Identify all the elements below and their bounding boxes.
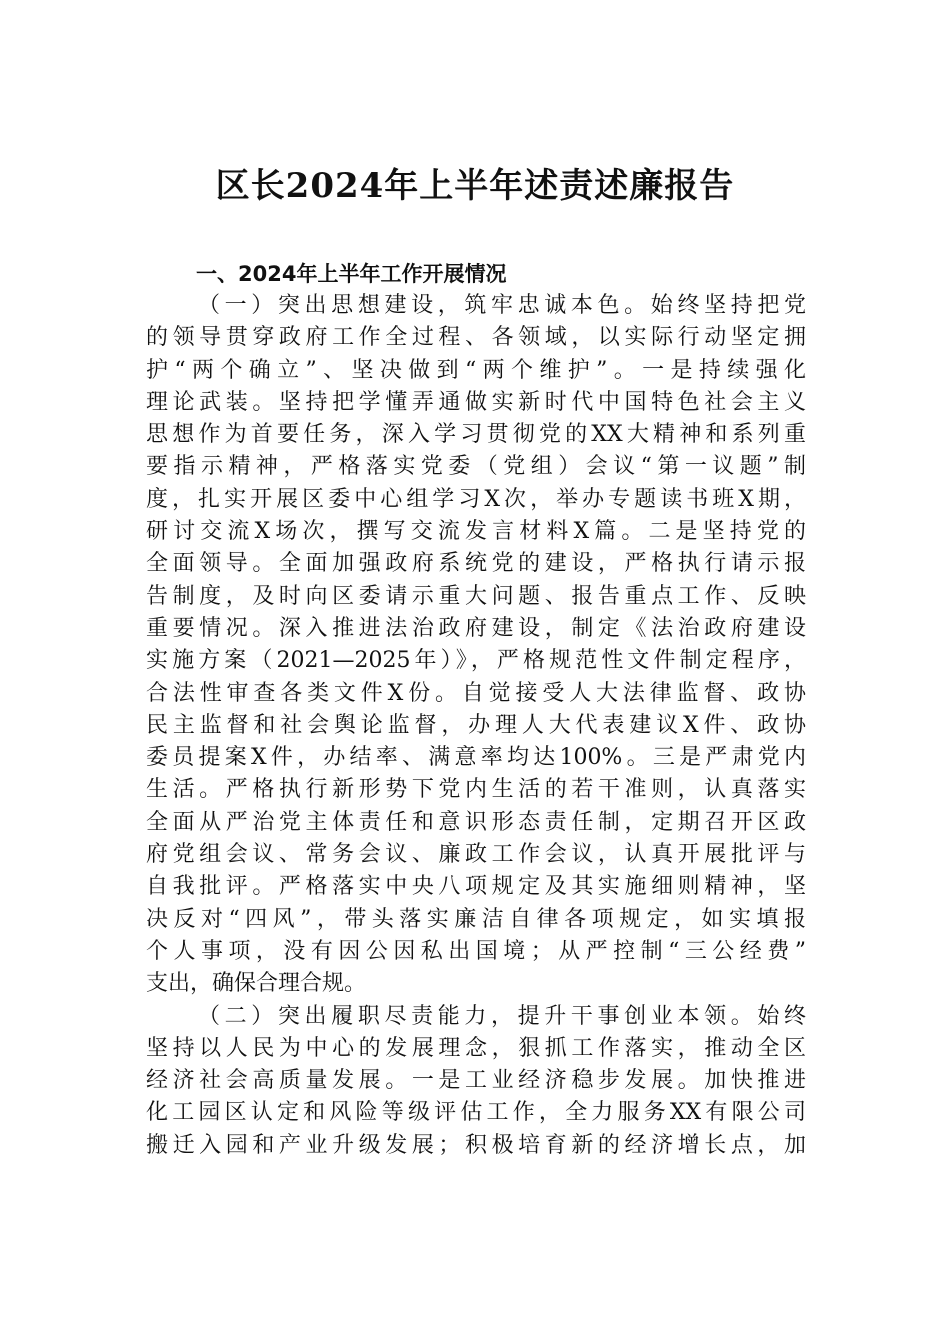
text-line: 护“两个确立”、坚决做到“两个维护”。一是持续强化 [146, 357, 806, 383]
paragraph-2 [146, 1001, 806, 1162]
text-line: 支出，确保合理合规。 [146, 971, 367, 997]
text-line: 重要情况。深入推进法治政府建设，制定《法治政府建设 [146, 615, 806, 641]
text-line: 全面从严治党主体责任和意识形态责任制，定期召开区政 [146, 809, 806, 835]
text-line: 度，扎实开展区委中心组学习X次，举办专题读书班X期， [146, 486, 806, 512]
text-line: 要指示精神，严格落实党委（党组）会议“第一议题”制 [146, 454, 806, 480]
paragraph-1 [146, 290, 806, 1001]
text-line: 合法性审查各类文件X份。自觉接受人大法律监督、政协 [146, 680, 806, 706]
text-line: 告制度，及时向区委请示重大问题、报告重点工作、反映 [146, 583, 806, 609]
text-line: 全面领导。全面加强政府系统党的建设，严格执行请示报 [146, 551, 806, 577]
text-line: 实施方案（2021—2025年）》，严格规范性文件制定程序， [146, 648, 806, 674]
section-heading: 一、2024年上半年工作开展情况 [196, 262, 507, 286]
text-line: 化工园区认定和风险等级评估工作，全力服务XX有限公司 [146, 1100, 806, 1126]
text-line: 研讨交流X场次，撰写交流发言材料X篇。二是坚持党的 [146, 519, 806, 545]
text-line: 委员提案X件，办结率、满意率均达100%。三是严肃党内 [146, 745, 806, 771]
text-line: 生活。严格执行新形势下党内生活的若干准则，认真落实 [146, 777, 806, 803]
text-line: 决反对“四风”，带头落实廉洁自律各项规定，如实填报 [146, 906, 806, 932]
text-line: 理论武装。坚持把学懂弄通做实新时代中国特色社会主义 [146, 389, 806, 415]
text-line: 搬迁入园和产业升级发展；积极培育新的经济增长点，加 [146, 1132, 806, 1158]
document-body [146, 290, 806, 1162]
text-line: 民主监督和社会舆论监督，办理人大代表建议X件、政协 [146, 712, 806, 738]
text-line: 的领导贯穿政府工作全过程、各领域，以实际行动坚定拥 [146, 325, 806, 351]
document-title: 区长2024年上半年述责述廉报告 [215, 166, 735, 206]
text-line: 自我批评。严格落实中央八项规定及其实施细则精神，坚 [146, 874, 806, 900]
text-line: 个人事项，没有因公因私出国境；从严控制“三公经费” [146, 938, 806, 964]
text-line: 思想作为首要任务，深入学习贯彻党的XX大精神和系列重 [146, 422, 806, 448]
text-line: 经济社会高质量发展。一是工业经济稳步发展。加快推进 [146, 1068, 806, 1094]
text-line: （一）突出思想建设，筑牢忠诚本色。始终坚持把党 [198, 293, 806, 318]
text-line: （二）突出履职尽责能力，提升干事创业本领。始终 [198, 1003, 806, 1029]
text-line: 府党组会议、常务会议、廉政工作会议，认真开展批评与 [146, 842, 806, 868]
text-line: 坚持以人民为中心的发展理念，狠抓工作落实，推动全区 [146, 1035, 806, 1061]
